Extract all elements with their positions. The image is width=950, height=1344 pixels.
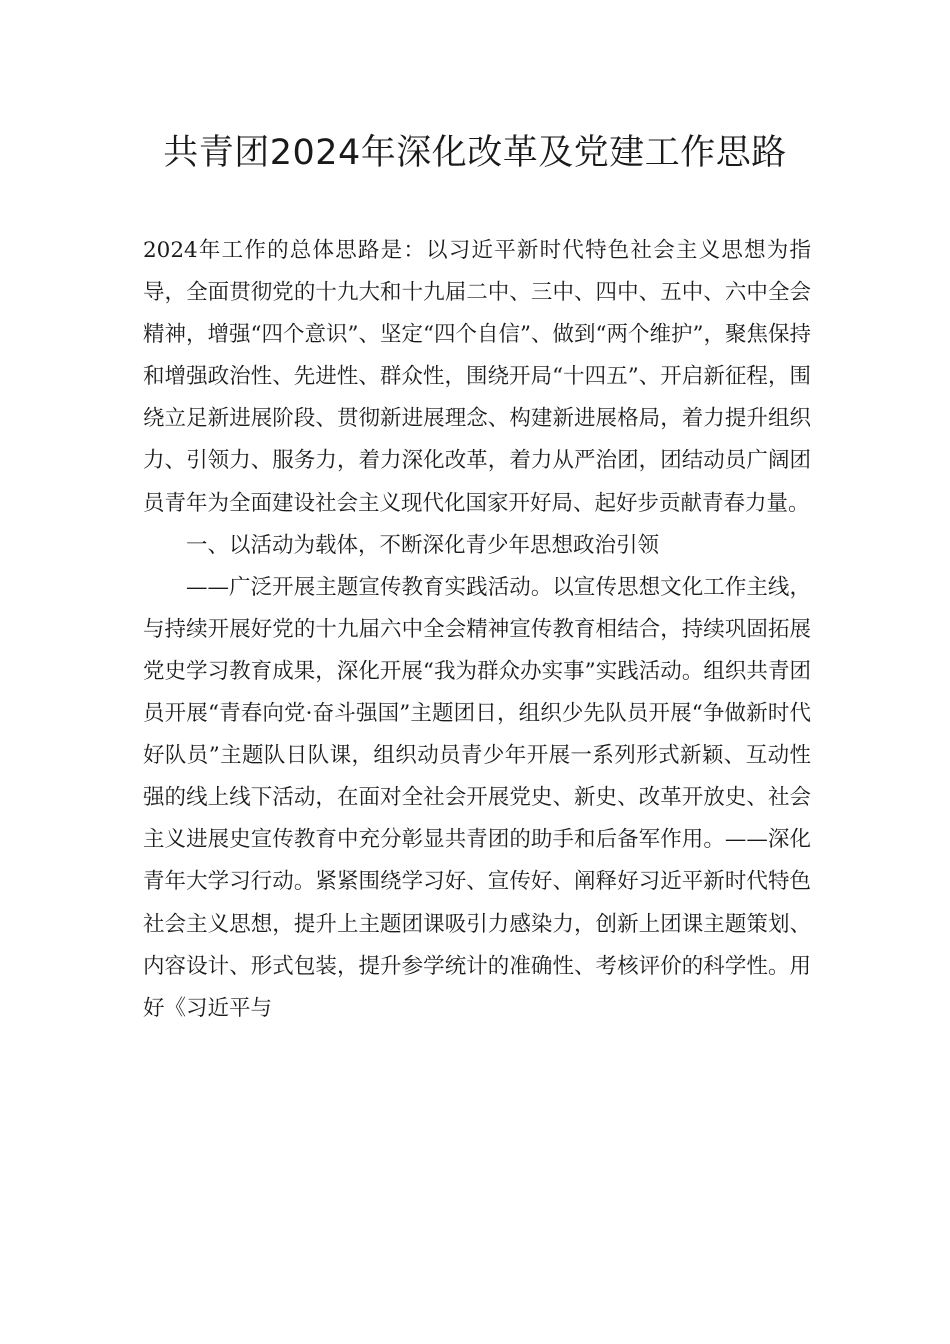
paragraph-activities: ——广泛开展主题宣传教育实践活动。以宣传思想文化工作主线，与持续开展好党的十九届六中全会精神宣传教育相结合，持续巩固拓展党史学习教育成果，深化开展“我为群众办实事”实践活动。组织共青团员开展“青春向党·奋斗强国”主题团日，组织少先队员开展“争做新时代好队员”主题队日队课，组织动员青少年开展一系列形式新颖、互动性强的线上线下活动，在面对全社会开展党史、新史、改革开放史、社会主义进展史宣传教育中充分彰显共青团的助手和后备军作用。——深化青年大学习行动。紧紧围绕学习好、宣传好、阐释好习近平新时代特色社会主义思想，提升上主题团课吸引力感染力，创新上团课主题策划、内容设计、形式包装，提升参学统计的准确性、考核评价的科学性。用好《习近平与 bbox=[143, 574, 811, 1021]
document-body bbox=[143, 230, 811, 1030]
paragraph-overall-approach: 2024年工作的总体思路是：以习近平新时代特色社会主义思想为指导，全面贯彻党的十九大和十九届二中、三中、四中、五中、六中全会精神，增强“四个意识”、坚定“四个自信”、做到“两个维护”，聚焦保持和增强政治性、先进性、群众性，围绕开局“十四五”、开启新征程，围绕立足新进展阶段、贯彻新进展理念、构建新进展格局，着力提升组织力、引领力、服务力，着力深化改革，着力从严治团，团结动员广阔团员青年为全面建设社会主义现代化国家开好局、起好步贡献青春力量。 bbox=[143, 238, 811, 516]
document-title: 共青团2024年深化改革及党建工作思路 bbox=[163, 133, 787, 173]
section-heading-1: 一、以活动为载体，不断深化青少年思想政治引领 bbox=[186, 532, 660, 558]
